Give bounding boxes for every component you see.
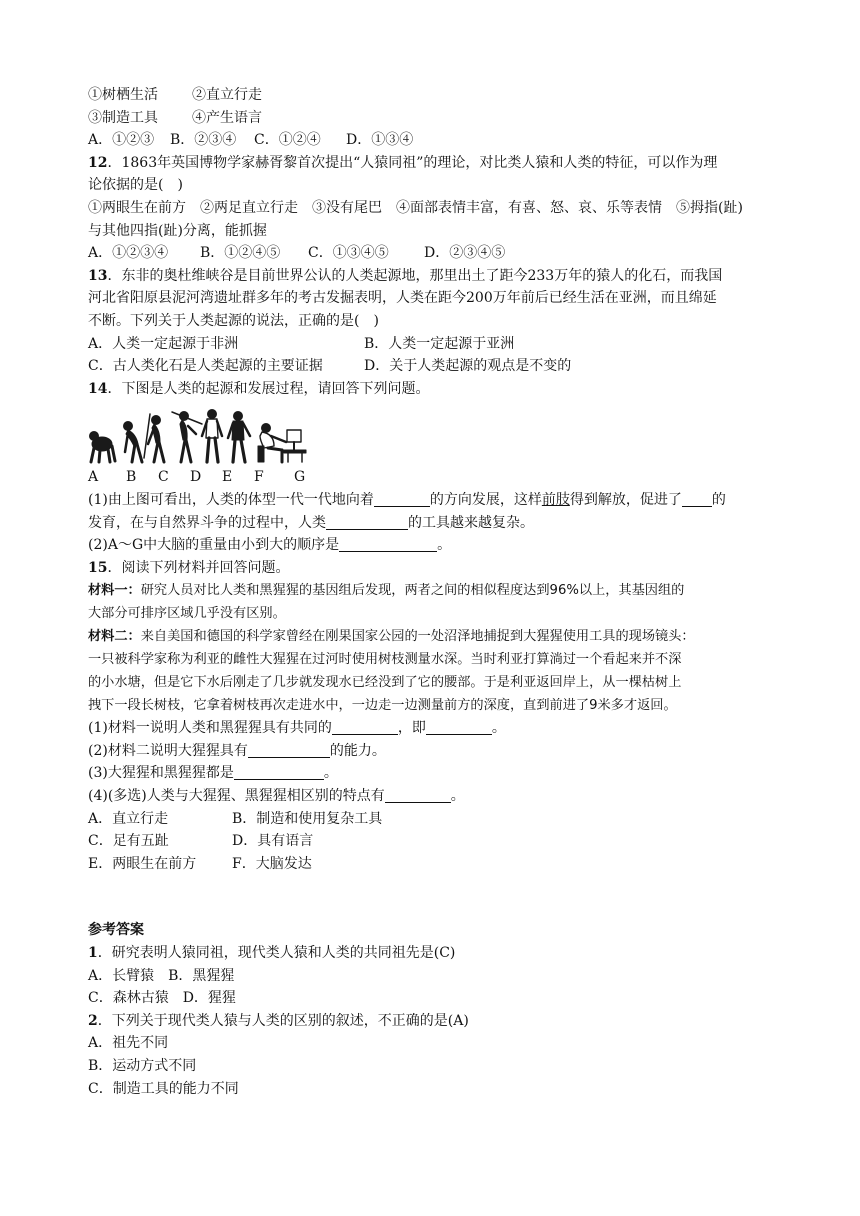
q12-stem-line-1	[88, 152, 778, 175]
q15-subquestion-2	[88, 740, 778, 763]
q15-options-row-2	[88, 830, 778, 853]
q12-choice-d: D．②③④⑤	[424, 245, 506, 262]
q12-choice-b: B．①②④⑤	[200, 245, 281, 262]
q11-choice-c: C．①②④	[254, 132, 321, 149]
answer-2-choice-c: C．制造工具的能力不同	[88, 1080, 239, 1097]
q14-blank-3[interactable]	[326, 515, 408, 530]
figure-label-d: D	[190, 469, 202, 486]
q11-option-1: ①树栖生活	[88, 87, 158, 103]
q12-items-line-2: 与其他四指(趾)分离，能抓握	[88, 222, 267, 239]
q15-material-2-line-2: 一只被科学家称为利亚的雌性大猩猩在过河时使用树枝测量水深。当时利亚打算淌过一个看起来并不深	[88, 652, 682, 668]
q14-blank-1[interactable]	[374, 492, 430, 507]
q14-stem	[88, 378, 778, 401]
q13-stem-line-2: 河北省阳原县泥河湾遗址群多年的考古发掘表明，人类在距今200万年前后已经生活在亚洲，而且绵延	[88, 290, 717, 307]
q15-s2-text-b: 的能力。	[329, 742, 386, 759]
q15-option-e: E．两眼生在前方	[88, 855, 197, 872]
figure-c-hominid	[144, 414, 164, 462]
q15-number: 15	[88, 559, 108, 576]
q12-choice-a: A．①②③④	[88, 245, 169, 262]
q15-blank-1[interactable]	[332, 720, 398, 735]
q14-s1-text-c: 得到解放，促进了	[569, 491, 682, 508]
q14-subquestion-2	[88, 534, 778, 557]
answer-1-choices-row-1: A．长臂猿 B．黑猩猩	[88, 967, 235, 984]
q12-choices	[88, 242, 778, 265]
q13-choice-d: D．关于人类起源的观点是不变的	[364, 358, 572, 375]
q15-stem-text: ．阅读下列材料并回答问题。	[107, 559, 290, 576]
answer-2-number: 2	[88, 1012, 98, 1029]
q15-blank-2[interactable]	[426, 720, 492, 735]
q15-s1-text-c: 。	[491, 720, 506, 737]
q15-option-d: D．具有语言	[232, 833, 314, 850]
q15-material-1-line-1	[88, 579, 778, 602]
q11-option-4: ④产生语言	[192, 109, 262, 126]
figure-label-e: E	[222, 469, 233, 486]
q14-s1-underlined: 前肢	[541, 491, 570, 508]
answer-1-number: 1	[88, 945, 98, 962]
q14-s2-text-a: (2)A～G中大脑的重量由小到大的顺序是	[88, 537, 340, 554]
q15-option-a: A．直立行走	[88, 810, 169, 827]
q15-blank-4[interactable]	[234, 765, 324, 780]
q12-choice-c: C．①③④⑤	[308, 245, 389, 262]
q14-s1-text-e: 发育，在与自然界斗争的过程中，人类	[88, 514, 326, 531]
human-evolution-figure	[88, 406, 778, 464]
q13-stem-line-3: 不断。下列关于人类起源的说法，正确的是( )	[88, 312, 379, 329]
answer-1-choices-row-2: C．森林古猿 D．猩猩	[88, 990, 236, 1007]
q15-s4-text-b: 。	[450, 788, 465, 805]
q15-stem	[88, 557, 778, 580]
q15-s3-text-b: 。	[323, 765, 338, 782]
q14-blank-2[interactable]	[682, 492, 712, 507]
q12-stem-text: ．1863年英国博物学家赫胥黎首次提出“人猿同祖”的理论，对比类人猿和人类的特征，可以作为理	[107, 154, 718, 171]
q11-options-row-2	[88, 107, 778, 130]
q15-material-2-line-1	[88, 625, 778, 648]
answer-1-stem-text: ．研究表明人猿同祖，现代类人猿和人类的共同祖先是(C)	[97, 945, 456, 962]
q14-s1-text-b: 的方向发展，这样	[429, 491, 542, 508]
figure-label-g: G	[294, 469, 306, 486]
q15-options-row-3	[88, 853, 778, 876]
q13-choices-row-1	[88, 333, 778, 356]
figure-b-ape	[124, 422, 143, 463]
answers-title: 参考答案	[88, 922, 144, 939]
figure-labels	[88, 466, 778, 489]
q13-stem-line-1	[88, 265, 778, 288]
q15-blank-5[interactable]	[385, 788, 451, 803]
q14-subquestion-1-line-2	[88, 512, 778, 535]
q12-items-line-1: ①两眼生在前方 ②两足直立行走 ③没有尾巴 ④面部表情丰富，有喜、怒、哀、乐等表情 ⑤拇指(趾)	[88, 199, 743, 216]
q15-material-2-text: 来自美国和德国的科学家曾经在刚果国家公园的一处沼泽地捕捉到大猩猩使用工具的现场镜头：	[140, 629, 695, 645]
q15-material-2-title: 材料二：	[88, 629, 141, 645]
q11-options-row-1	[88, 84, 778, 107]
q14-subquestion-1-line-1	[88, 489, 778, 512]
answer-2-choice-a: A．祖先不同	[88, 1035, 169, 1052]
q11-option-3: ③制造工具	[88, 109, 158, 126]
q13-choice-c: C．古人类化石是人类起源的主要证据	[88, 358, 323, 375]
q13-choices-row-2	[88, 355, 778, 378]
q14-s1-text-f: 的工具越来越复杂。	[408, 514, 534, 531]
q15-material-1-title: 材料一：	[88, 583, 141, 599]
answer-1-stem	[88, 942, 778, 965]
q15-subquestion-4	[88, 785, 778, 808]
q15-material-2-line-4: 拽下一段长树枝，它拿着树枝再次走进水中，一边走一边测量前方的深度，直到前进了9米多才返回。	[88, 698, 677, 714]
figure-e-human	[202, 410, 222, 463]
answer-2-stem-text: ．下列关于现代类人猿与人类的区别的叙述，不正确的是(A)	[97, 1012, 469, 1029]
section-spacer	[88, 875, 778, 919]
figure-a-ape	[90, 432, 116, 463]
figure-g-computer-user	[258, 424, 306, 463]
q15-material-2-line-3: 的小水塘，但是它下水后刚走了几步就发现水已经没到了它的腰部。于是利亚返回岸上，从一棵枯树上	[88, 675, 682, 691]
q15-option-f: F．大脑发达	[232, 855, 312, 872]
q12-stem-line-2: 论依据的是( )	[88, 177, 183, 194]
figure-label-a: A	[88, 469, 99, 486]
q15-material-1-text: 研究人员对比人类和黑猩猩的基因组后发现，两者之间的相似程度达到96%以上，其基因组的	[140, 583, 685, 599]
document-page	[88, 84, 778, 1100]
figure-label-b: B	[126, 469, 137, 486]
q13-number: 13	[88, 267, 108, 284]
q15-s4-text-a: (4)(多选)人类与大猩猩、黑猩猩相区别的特点有	[88, 788, 385, 805]
q11-choices	[88, 129, 778, 152]
figure-d-hominid	[172, 412, 202, 463]
q15-s1-text-a: (1)材料一说明人类和黑猩猩具有共同的	[88, 720, 332, 737]
q11-choice-b: B．②③④	[170, 132, 237, 149]
q15-option-c: C．足有五趾	[88, 833, 169, 850]
answer-2-stem	[88, 1010, 778, 1033]
q15-s2-text-a: (2)材料二说明大猩猩具有	[88, 742, 248, 759]
q15-blank-3[interactable]	[248, 743, 330, 758]
answer-2-choice-b: B．运动方式不同	[88, 1058, 197, 1074]
q14-s1-text-a: (1)由上图可看出，人类的体型一代一代地向着	[88, 491, 374, 508]
evolution-silhouettes	[88, 406, 328, 464]
q13-stem-text: ．东非的奥杜维峡谷是目前世界公认的人类起源地，那里出土了距今233万年的猿人的化石，而我国	[107, 267, 723, 284]
q15-s1-text-b: ，即	[397, 720, 426, 737]
q13-choice-a: A．人类一定起源于非洲	[88, 335, 239, 352]
q11-choice-d: D．①③④	[346, 132, 414, 149]
figure-label-c: C	[158, 469, 169, 486]
q15-option-b: B．制造和使用复杂工具	[232, 810, 383, 827]
q15-subquestion-3	[88, 762, 778, 785]
q15-options-row-1	[88, 808, 778, 831]
q11-choice-a: A．①②③	[88, 132, 155, 149]
q15-subquestion-1	[88, 717, 778, 740]
q14-blank-4[interactable]	[339, 537, 437, 552]
q14-s2-text-b: 。	[437, 537, 452, 554]
q14-stem-text: ．下图是人类的起源和发展过程，请回答下列问题。	[107, 380, 430, 397]
figure-label-f: F	[254, 469, 264, 486]
q14-number: 14	[88, 380, 108, 397]
q14-s1-text-d: 的	[711, 491, 726, 508]
q11-option-2: ②直立行走	[192, 87, 262, 103]
q13-choice-b: B．人类一定起源于亚洲	[364, 335, 515, 352]
q15-s3-text-a: (3)大猩猩和黑猩猩都是	[88, 765, 234, 782]
q15-material-1-line-2: 大部分可排序区域几乎没有区别。	[88, 606, 286, 622]
q12-number: 12	[88, 154, 108, 171]
figure-f-human	[228, 412, 250, 463]
